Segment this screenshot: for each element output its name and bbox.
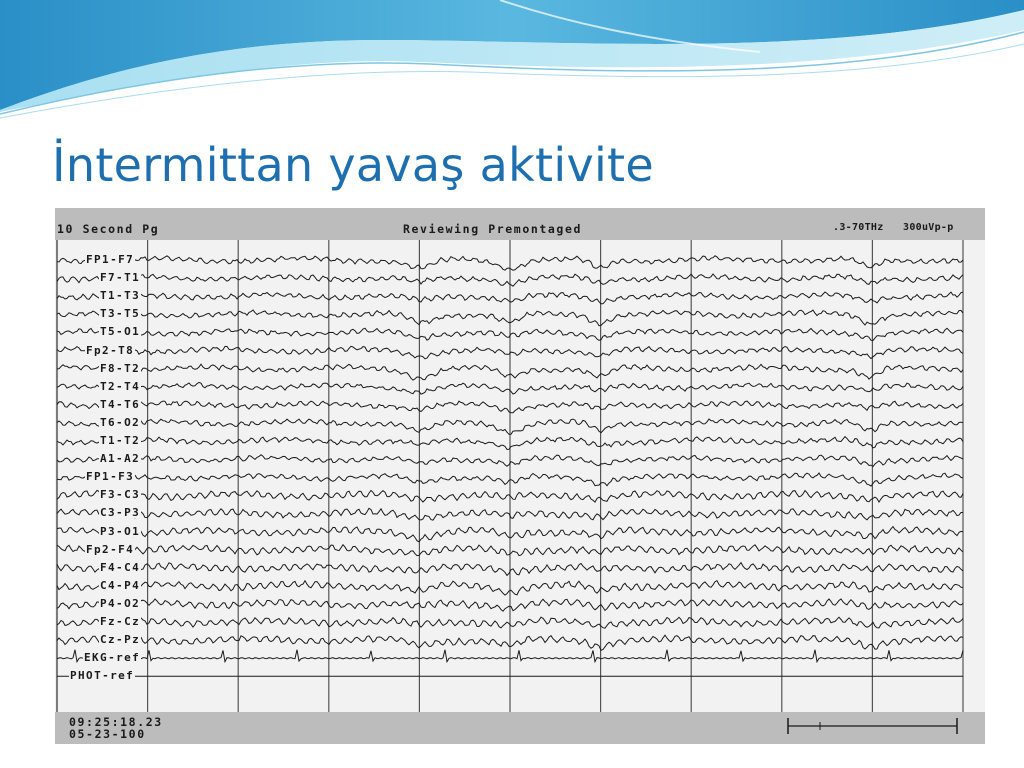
channel-label: FP1-F3 <box>86 470 135 484</box>
filter-setting: .3-70THz <box>833 222 884 233</box>
review-status-label: Reviewing Premontaged <box>403 222 582 236</box>
channel-label: F7-T1 <box>100 271 141 285</box>
channel-label: T6-O2 <box>100 415 141 429</box>
channel-label: Fz-Cz <box>100 615 141 628</box>
eeg-trace-area <box>55 240 985 712</box>
eeg-traces <box>55 240 985 712</box>
channel-label: A1-A2 <box>100 452 141 466</box>
channel-label: T4-T6 <box>100 397 141 411</box>
channel-label: P3-O1 <box>100 524 141 538</box>
channel-label: T3-T5 <box>100 307 141 321</box>
recording-date: 05-23-100 <box>69 727 146 741</box>
channel-label: EKG-ref <box>84 651 141 665</box>
channel-label: T1-T3 <box>100 289 141 303</box>
channel-label: FP1-F7 <box>86 253 135 266</box>
channel-label: C4-P4 <box>100 578 141 592</box>
channel-label: F3-C3 <box>100 488 141 502</box>
sensitivity-setting: 300uVp-p <box>903 222 954 233</box>
eeg-viewer <box>55 208 985 744</box>
channel-label: Cz-Pz <box>100 633 141 647</box>
channel-label: Fp2-T8 <box>86 343 135 357</box>
channel-label: PHOT-ref <box>70 669 135 683</box>
slide-header-banner <box>0 0 1024 120</box>
channel-label: T2-T4 <box>100 379 141 393</box>
page-mode-label: 10 Second Pg <box>57 222 160 236</box>
time-scale-bar <box>785 714 965 738</box>
channel-label: C3-P3 <box>100 506 141 520</box>
slide-title: İntermittan yavaş aktivite <box>52 138 654 192</box>
channel-label: P4-O2 <box>100 596 141 610</box>
channel-label: Fp2-F4 <box>86 542 135 556</box>
channel-label: T5-O1 <box>100 325 141 339</box>
recording-time: 09:25:18.23 <box>69 715 163 729</box>
channel-label: T1-T2 <box>100 434 141 447</box>
channel-label: F8-T2 <box>100 361 141 375</box>
channel-label: F4-C4 <box>100 560 141 574</box>
